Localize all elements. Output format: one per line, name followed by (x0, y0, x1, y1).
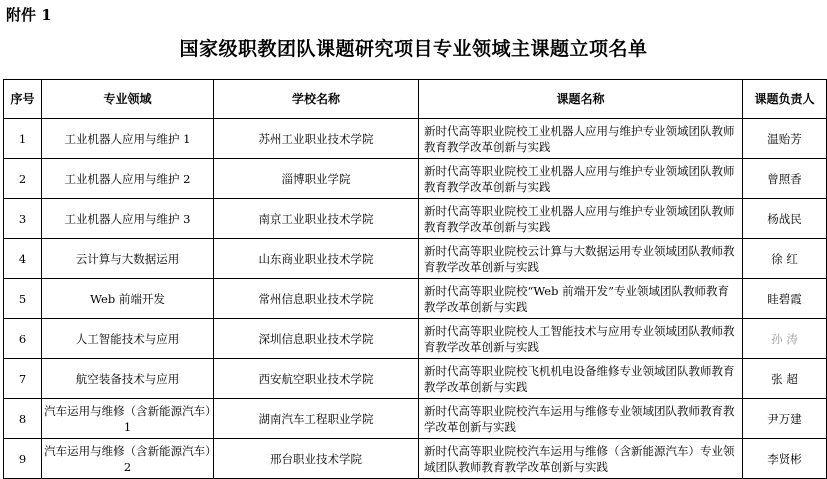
table-header-row (4, 80, 827, 119)
column-header-no: 序号 (4, 80, 42, 119)
row-number: 8 (4, 399, 42, 439)
field-cell: 人工智能技术与应用 (42, 319, 214, 359)
lead-cell: 眭碧霞 (743, 279, 827, 319)
lead-cell: 李贤彬 (743, 439, 827, 479)
topic-cell: 新时代高等职业院校汽车运用与维修专业领域团队教师教育教学改革创新与实践 (419, 399, 743, 439)
lead-cell: 温贻芳 (743, 119, 827, 159)
topic-cell: 新时代高等职业院校云计算与大数据运用专业领域团队教师教育教学改革创新与实践 (419, 239, 743, 279)
row-number: 6 (4, 319, 42, 359)
lead-cell: 徐 红 (743, 239, 827, 279)
table-row (4, 399, 827, 439)
field-cell: 工业机器人应用与维护 3 (42, 199, 214, 239)
field-cell: 工业机器人应用与维护 1 (42, 119, 214, 159)
field-cell: 汽车运用与维修（含新能源汽车）2 (42, 439, 214, 479)
lead-cell: 孙 涛 (743, 319, 827, 359)
lead-cell: 杨战民 (743, 199, 827, 239)
topic-cell: 新时代高等职业院校工业机器人应用与维护专业领域团队教师教育教学改革创新与实践 (419, 199, 743, 239)
row-number: 4 (4, 239, 42, 279)
topic-cell: 新时代高等职业院校飞机机电设备维修专业领域团队教师教育教学改革创新与实践 (419, 359, 743, 399)
field-cell: 云计算与大数据运用 (42, 239, 214, 279)
table-row (4, 239, 827, 279)
column-header-field: 专业领域 (42, 80, 214, 119)
column-header-topic: 课题名称 (419, 80, 743, 119)
lead-cell: 曾照香 (743, 159, 827, 199)
table-row (4, 439, 827, 479)
field-cell: 汽车运用与维修（含新能源汽车）1 (42, 399, 214, 439)
school-cell: 山东商业职业技术学院 (214, 239, 419, 279)
row-number: 1 (4, 119, 42, 159)
school-cell: 邢台职业技术学院 (214, 439, 419, 479)
school-cell: 西安航空职业技术学院 (214, 359, 419, 399)
school-cell: 南京工业职业技术学院 (214, 199, 419, 239)
project-table (3, 79, 827, 479)
lead-cell: 尹万建 (743, 399, 827, 439)
school-cell: 苏州工业职业技术学院 (214, 119, 419, 159)
row-number: 5 (4, 279, 42, 319)
topic-cell: 新时代高等职业院校“Web 前端开发”专业领域团队教师教育教学改革创新与实践 (419, 279, 743, 319)
school-cell: 淄博职业学院 (214, 159, 419, 199)
topic-cell: 新时代高等职业院校工业机器人应用与维护专业领域团队教师教育教学改革创新与实践 (419, 159, 743, 199)
topic-cell: 新时代高等职业院校汽车运用与维修（含新能源汽车）专业领域团队教师教育教学改革创新与实践 (419, 439, 743, 479)
table-row (4, 319, 827, 359)
column-header-lead: 课题负责人 (743, 80, 827, 119)
table-row (4, 159, 827, 199)
school-cell: 深圳信息职业技术学院 (214, 319, 419, 359)
row-number: 9 (4, 439, 42, 479)
attachment-label: 附件 1 (6, 6, 52, 24)
topic-cell: 新时代高等职业院校人工智能技术与应用专业领域团队教师教育教学改革创新与实践 (419, 319, 743, 359)
column-header-school: 学校名称 (214, 80, 419, 119)
topic-cell: 新时代高等职业院校工业机器人应用与维护专业领域团队教师教育教学改革创新与实践 (419, 119, 743, 159)
lead-cell: 张 超 (743, 359, 827, 399)
school-cell: 湖南汽车工程职业学院 (214, 399, 419, 439)
table-row (4, 199, 827, 239)
row-number: 3 (4, 199, 42, 239)
table-row (4, 119, 827, 159)
field-cell: Web 前端开发 (42, 279, 214, 319)
table-row (4, 279, 827, 319)
row-number: 7 (4, 359, 42, 399)
school-cell: 常州信息职业技术学院 (214, 279, 419, 319)
document-title: 国家级职教团队课题研究项目专业领域主课题立项名单 (179, 38, 648, 60)
field-cell: 航空装备技术与应用 (42, 359, 214, 399)
table-row (4, 359, 827, 399)
row-number: 2 (4, 159, 42, 199)
field-cell: 工业机器人应用与维护 2 (42, 159, 214, 199)
